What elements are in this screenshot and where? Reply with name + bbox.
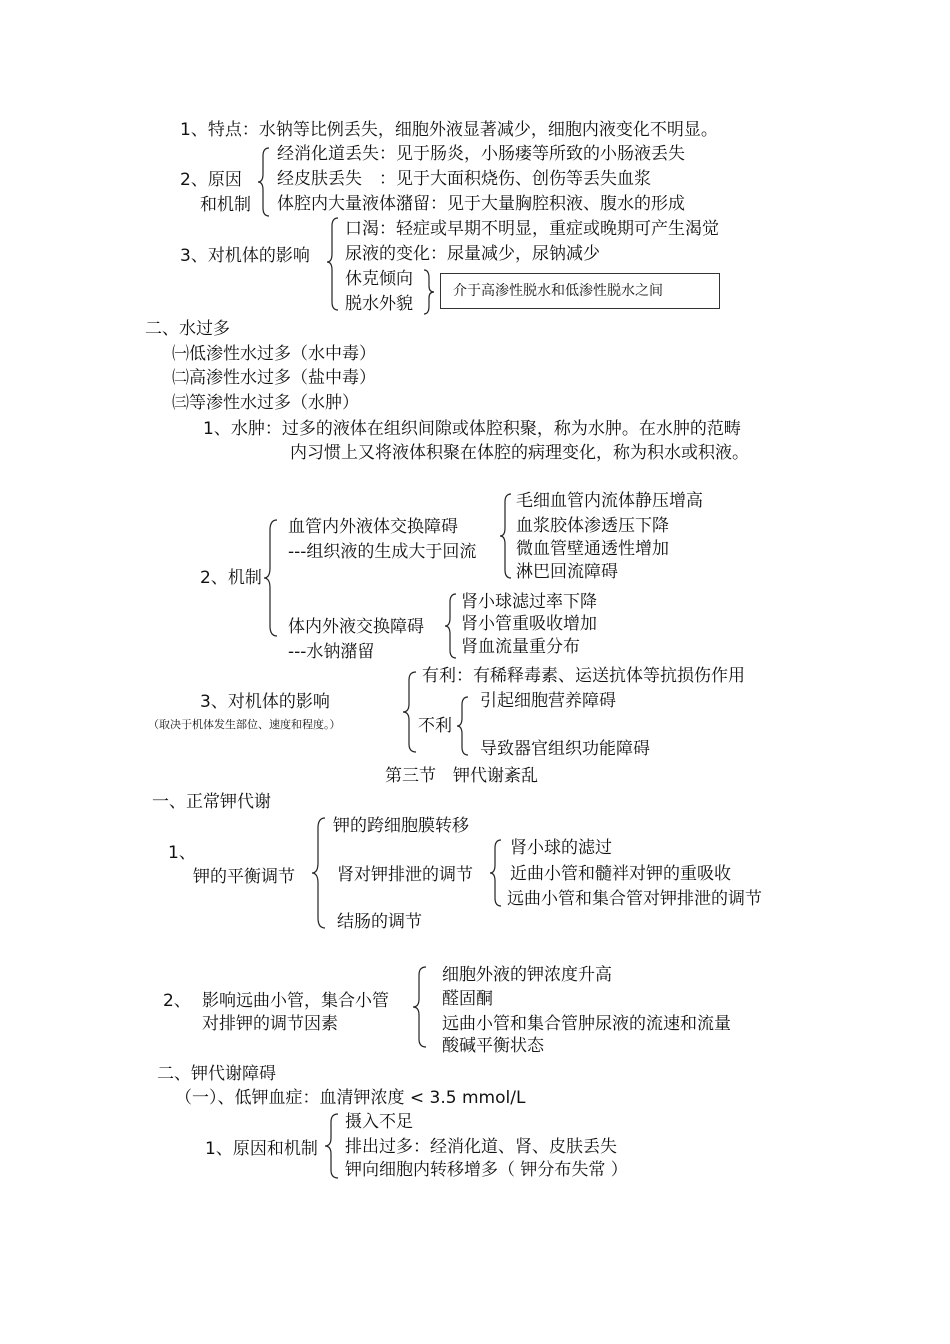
regulation-item: 结肠的调节 (337, 912, 422, 932)
cause-item: 经消化道丢失：见于肠炎，小肠瘘等所致的小肠液丢失 (277, 144, 685, 164)
renal-item: 近曲小管和髓袢对钾的重吸收 (510, 864, 731, 884)
effect-item: 口渴：轻症或早期不明显，重症或晚期可产生渴觉 (345, 219, 719, 239)
factor-item: 远曲小管和集合管肿尿液的流速和流量 (442, 1014, 731, 1034)
vessel-exchange: 血管内外液体交换障碍 (288, 517, 458, 537)
edema-definition-1: 1、水肿：过多的液体在组织间隙或体腔积聚，称为水肿。在水肿的范畴 (203, 419, 741, 439)
hypokalemia-heading: （一）、低钾血症：血清钾浓度 < 3.5 mmol/L (175, 1088, 526, 1108)
effect-item: 尿液的变化：尿量减少，尿钠减少 (345, 244, 600, 264)
factor-item: 细胞外液的钾浓度升高 (442, 965, 612, 985)
body-cause: 肾血流量重分布 (461, 637, 580, 657)
cause-label-1: 2、原因 (180, 170, 242, 190)
hypokalemia-cause: 摄入不足 (345, 1112, 413, 1132)
balance-label: 钾的平衡调节 (193, 867, 295, 887)
normal-heading: 一、正常钾代谢 (152, 792, 271, 812)
effect-item: 休克倾向 (345, 269, 413, 289)
body-exchange: 体内外液交换障碍 (288, 617, 424, 637)
harm-item: 导致器官组织功能障碍 (480, 739, 650, 759)
cause-brace (258, 148, 270, 216)
hypokalemia-cause: 钾向细胞内转移增多（ 钾分布失常 ） (345, 1160, 628, 1180)
mechanism-label: 2、机制 (200, 568, 262, 588)
cause-label-2: 和机制 (200, 195, 251, 215)
factor-label-1: 影响远曲小管，集合小管 (202, 991, 389, 1011)
regulation-item: 钾的跨细胞膜转移 (333, 816, 469, 836)
balance-number: 1、 (168, 843, 196, 863)
factor-number: 2、 (163, 991, 191, 1011)
regulation-item: 肾对钾排泄的调节 (337, 865, 473, 885)
overload-item: ㈢等渗性水过多（水肿） (172, 393, 359, 413)
effect-label: 3、对机体的影响 (180, 246, 310, 266)
overload-heading: 二、水过多 (145, 319, 230, 339)
section-title: 第三节 钾代谢紊乱 (385, 766, 538, 786)
effect-brace (327, 218, 339, 310)
vessel-cause: 微血管壁通透性增加 (516, 539, 669, 559)
factor-item: 酸碱平衡状态 (442, 1036, 544, 1056)
vessel-exchange-note: ---组织液的生成大于回流 (288, 542, 477, 562)
balance-brace (312, 818, 326, 928)
feature-line: 1、特点：水钠等比例丢失，细胞外液显著减少，细胞内液变化不明显。 (180, 120, 718, 140)
harmful-label: 不利 (418, 716, 452, 736)
hypokalemia-cause-label: 1、原因和机制 (205, 1139, 318, 1159)
vessel-cause: 淋巴回流障碍 (516, 562, 618, 582)
harm-brace (457, 697, 469, 755)
renal-item: 肾小球的滤过 (510, 838, 612, 858)
body-brace (445, 594, 457, 658)
vessel-cause: 毛细血管内流体静压增高 (516, 491, 703, 511)
beneficial-effect: 有利：有稀释毒素、运送抗体等抗损伤作用 (422, 666, 745, 686)
vessel-cause: 血浆胶体渗透压下降 (516, 516, 669, 536)
vessel-brace (500, 494, 512, 578)
factor-brace (413, 967, 427, 1047)
edema-definition-2: 内习惯上又将液体积聚在体腔的病理变化，称为积水或积液。 (290, 443, 749, 463)
body-cause: 肾小管重吸收增加 (461, 614, 597, 634)
renal-brace (490, 840, 502, 906)
mechanism-brace (264, 520, 278, 636)
overload-item: ㈡高渗性水过多（盐中毒） (172, 368, 376, 388)
note-text: 介于高渗性脱水和低渗性脱水之间 (453, 283, 663, 299)
note-box (440, 273, 720, 309)
appearance-brace (424, 270, 434, 314)
cause-item: 体腔内大量液体潴留：见于大量胸腔积液、腹水的形成 (277, 194, 685, 214)
overload-effect-brace (403, 672, 417, 752)
overload-item: ㈠低渗性水过多（水中毒） (172, 344, 376, 364)
renal-item: 远曲小管和集合管对钾排泄的调节 (507, 889, 762, 909)
hypokalemia-brace (325, 1114, 339, 1178)
effect-item: 脱水外貌 (345, 294, 413, 314)
cause-item: 经皮肤丢失 ：见于大面积烧伤、创伤等丢失血浆 (277, 169, 651, 189)
body-exchange-note: ---水钠潴留 (288, 642, 375, 662)
hypokalemia-cause: 排出过多：经消化道、肾、皮肤丢失 (345, 1137, 617, 1157)
body-cause: 肾小球滤过率下降 (461, 592, 597, 612)
harm-item: 引起细胞营养障碍 (480, 691, 616, 711)
disorder-heading: 二、钾代谢障碍 (157, 1064, 276, 1084)
overload-effect-note: （取决于机体发生部位、速度和程度。） (148, 718, 341, 731)
overload-effect-label: 3、对机体的影响 (200, 692, 330, 712)
factor-item: 醛固酮 (442, 989, 493, 1009)
factor-label-2: 对排钾的调节因素 (202, 1014, 338, 1034)
